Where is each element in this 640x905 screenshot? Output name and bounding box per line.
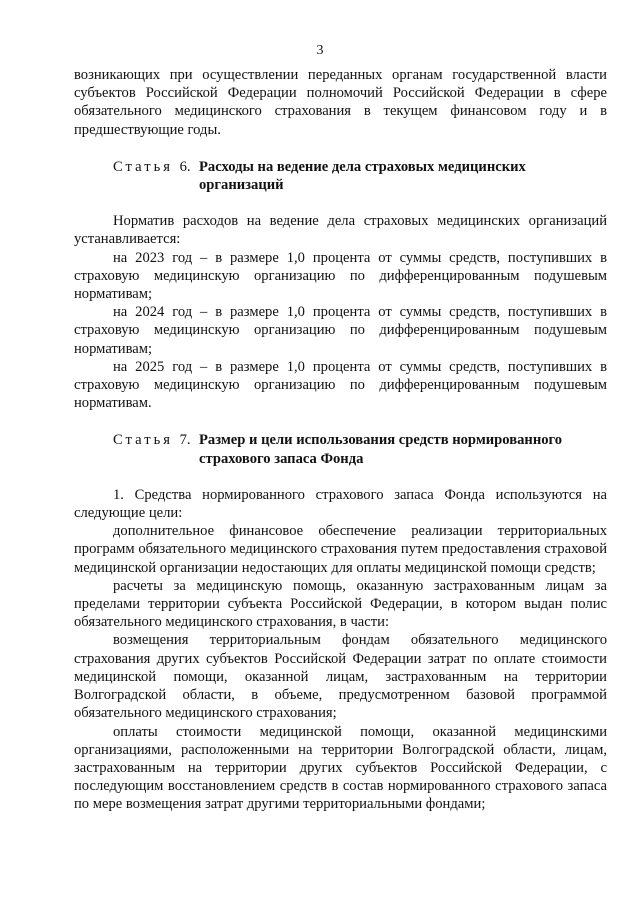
page-content [74,66,607,814]
article-7-title: Размер и цели использования средств нормированного страхового запаса Фонда [199,432,563,467]
article-7-label [74,431,199,467]
article-6-label [74,158,199,194]
article-6-number: 6. [179,158,191,175]
article-7-number: 7. [179,432,191,449]
article-6-title: Расходы на ведение дела страховых медицинских организаций [199,158,526,194]
article-7-word: Статья [113,432,173,449]
article-7-paragraph: расчеты за медицинскую помощь, оказанную застрахованным лицам за пределами территории субъекта Российской Федерации, в котором выдан полис обязательного медицинского страхования, в части: [74,577,607,631]
page-number: 3 [316,43,324,58]
article-7-paragraph: возмещения территориальным фондам обязательного медицинского страхования других субъектов Российской Федерации затрат по оплате стоимости медицинской помощи, оказанной лицам, застрахованным на территории Волгоградской области, в объеме, предусмотренном базовой программой обязательного медицинского страхования; [74,632,607,722]
article-6-paragraph: на 2025 год – в размере 1,0 процента от суммы средств, поступивших в страховую медицинскую организацию по дифференцированным подушевым нормативам. [74,358,607,412]
article-6-paragraph: Норматив расходов на ведение дела страховых медицинских организаций устанавливается: [74,213,607,248]
article-6-paragraph: на 2023 год – в размере 1,0 процента от суммы средств, поступивших в страховую медицинскую организацию по дифференцированным подушевым нормативам; [74,249,607,303]
article-6-heading [74,158,607,194]
article-7-heading [74,431,607,467]
article-6-word: Статья [113,158,173,175]
article-7-paragraph: дополнительное финансовое обеспечение реализации территориальных программ обязательного медицинского страхования путем предоставления страховой медицинской организации недостающих для оплаты медицинской помощи средств; [74,523,607,576]
article-6-paragraph: на 2024 год – в размере 1,0 процента от суммы средств, поступивших в страховую медицинскую организацию по дифференцированным подушевым нормативам; [74,304,607,357]
intro-paragraph: возникающих при осуществлении переданных органам государственной власти субъектов Российской Федерации полномочий Российской Федерации в сфере обязательного медицинского страхования в текущем финансовом году и в предшествующие годы. [74,67,607,138]
article-7-paragraph: оплаты стоимости медицинской помощи, оказанной медицинскими организациями, расположенными на территории Волгоградской области, лицам, застрахованным на территории других субъектов Российской Федерации, с последующим восстановлением средств в состав нормированного страхового запаса по мере возмещения затрат другими территориальными фондами; [74,723,607,813]
article-7-paragraph: 1. Средства нормированного страхового запаса Фонда используются на следующие цели: [74,486,607,522]
